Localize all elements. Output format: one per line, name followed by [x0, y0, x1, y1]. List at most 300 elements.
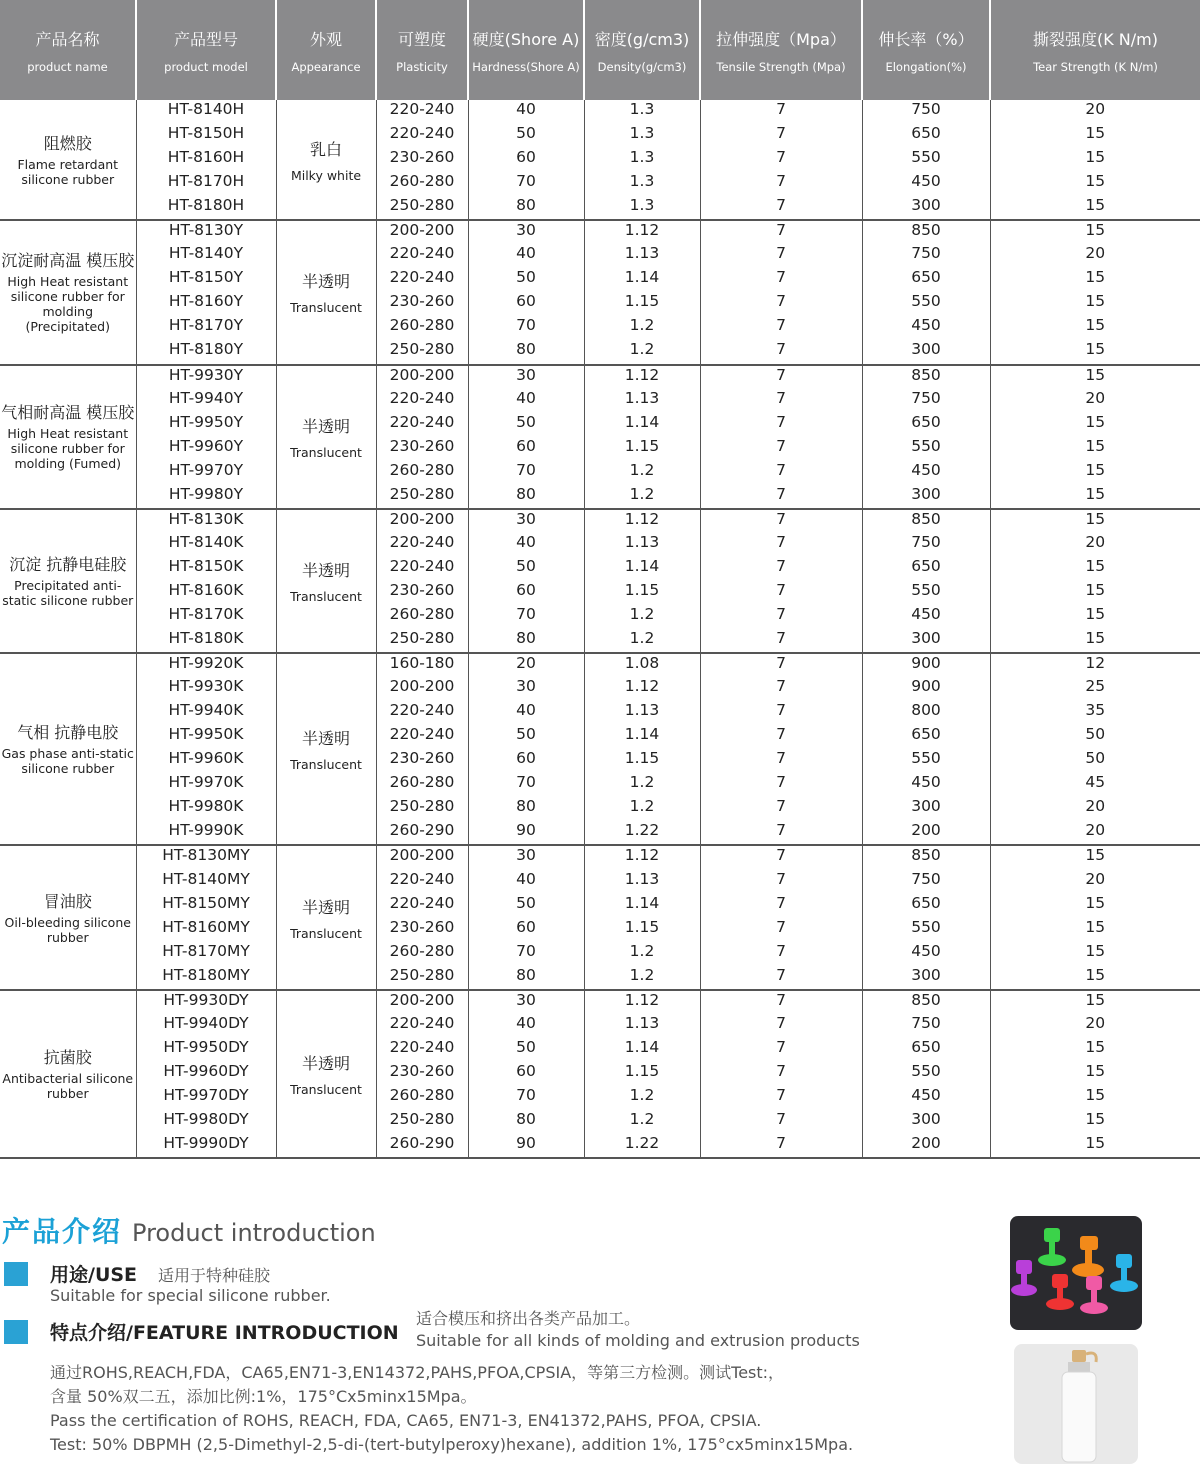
- table-row: [0, 485, 1200, 509]
- table-row: [0, 220, 1200, 244]
- category-cell: [0, 365, 136, 509]
- tensile-cell: 7: [700, 148, 862, 172]
- feature-zh: 适合模压和挤出各类产品加工。: [416, 1309, 641, 1328]
- tensile-cell: 7: [700, 1110, 862, 1134]
- plasticity-cell: 260-280: [376, 942, 468, 966]
- tear-cell: 50: [1085, 749, 1106, 768]
- plasticity-cell: 260-280: [376, 773, 468, 797]
- model-cell: HT-8160Y: [136, 292, 276, 316]
- table-row: [0, 605, 1200, 629]
- tensile-cell: 7: [700, 845, 862, 869]
- category-name-zh: 气相 抗静电胶: [17, 723, 119, 743]
- tensile-cell: 7: [700, 413, 862, 437]
- model-cell: HT-9930DY: [136, 990, 276, 1014]
- hardness-cell: 30: [468, 220, 584, 244]
- appearance-cell: [276, 845, 376, 989]
- tear-cell: 15: [1085, 436, 1106, 455]
- plasticity-cell: 200-200: [376, 677, 468, 701]
- model-cell: HT-9940DY: [136, 1014, 276, 1038]
- table-row: [0, 797, 1200, 821]
- appearance-zh: 乳白: [309, 139, 342, 159]
- hardness-cell: 30: [468, 365, 584, 389]
- hardness-cell: 40: [468, 870, 584, 894]
- tensile-cell: 7: [700, 340, 862, 364]
- hardness-cell: 50: [468, 268, 584, 292]
- model-cell: HT-8150Y: [136, 268, 276, 292]
- density-cell: 1.13: [584, 701, 700, 725]
- appearance-zh: 半透明: [301, 416, 350, 436]
- elongation-cell: 850: [862, 220, 990, 244]
- tensile-cell: 7: [700, 797, 862, 821]
- density-cell: 1.22: [584, 821, 700, 845]
- table-row: [0, 533, 1200, 557]
- model-cell: HT-9960DY: [136, 1062, 276, 1086]
- elongation-cell: 550: [862, 292, 990, 316]
- tear-cell: 15: [1085, 484, 1106, 503]
- table-row: [0, 870, 1200, 894]
- model-cell: HT-8170MY: [136, 942, 276, 966]
- density-cell: 1.2: [584, 773, 700, 797]
- tear-cell: 20: [1085, 869, 1106, 888]
- tear-cell: 15: [1085, 316, 1106, 335]
- hardness-cell: 70: [468, 172, 584, 196]
- hardness-cell: 50: [468, 124, 584, 148]
- density-cell: 1.13: [584, 389, 700, 413]
- category-name-en: Gas phase anti-static silicone rubber: [1, 746, 134, 777]
- plasticity-cell: 230-260: [376, 437, 468, 461]
- density-cell: 1.15: [584, 918, 700, 942]
- tear-cell: 15: [1085, 556, 1106, 575]
- model-cell: HT-8150K: [136, 557, 276, 581]
- category-name-zh: 阻燃胶: [43, 133, 92, 153]
- density-cell: 1.14: [584, 413, 700, 437]
- table-row: [0, 629, 1200, 653]
- plasticity-cell: 220-240: [376, 894, 468, 918]
- table-row: [0, 316, 1200, 340]
- header-tensile: 拉伸强度（Mpa） Tensile Strength (Mpa): [700, 0, 862, 100]
- header-hardness: 硬度(Shore A) Hardness(Shore A): [468, 0, 584, 100]
- plasticity-cell: 200-200: [376, 845, 468, 869]
- model-cell: HT-9970K: [136, 773, 276, 797]
- silicone-toys-image: [1010, 1216, 1142, 1330]
- appearance-zh: 半透明: [301, 272, 350, 292]
- plasticity-cell: 260-280: [376, 172, 468, 196]
- hardness-cell: 60: [468, 581, 584, 605]
- table-row: [0, 340, 1200, 364]
- hardness-cell: 80: [468, 797, 584, 821]
- tensile-cell: 7: [700, 268, 862, 292]
- density-cell: 1.2: [584, 1086, 700, 1110]
- model-cell: HT-9970Y: [136, 461, 276, 485]
- intro-title-zh: 产品介绍: [2, 1215, 123, 1248]
- tear-cell: 15: [1085, 990, 1106, 1009]
- elongation-cell: 850: [862, 509, 990, 533]
- model-cell: HT-9990DY: [136, 1134, 276, 1158]
- tear-cell: 15: [1085, 340, 1106, 359]
- hardness-cell: 60: [468, 292, 584, 316]
- hardness-cell: 40: [468, 389, 584, 413]
- header-product-name: 产品名称 product name: [0, 0, 136, 100]
- category-name-en: Flame retardant silicone rubber: [17, 156, 119, 187]
- tensile-cell: 7: [700, 605, 862, 629]
- hardness-cell: 80: [468, 340, 584, 364]
- table-row: [0, 966, 1200, 990]
- appearance-en: Translucent: [290, 444, 362, 460]
- tear-cell: 15: [1085, 365, 1106, 384]
- model-cell: HT-8180K: [136, 629, 276, 653]
- model-cell: HT-8170H: [136, 172, 276, 196]
- tear-cell: 15: [1085, 148, 1106, 167]
- table-row: [0, 268, 1200, 292]
- hardness-cell: 90: [468, 821, 584, 845]
- model-cell: HT-9930K: [136, 677, 276, 701]
- elongation-cell: 900: [862, 677, 990, 701]
- table-row: [0, 437, 1200, 461]
- cert-line-4: Test: 50% DBPMH (2,5-Dimethyl-2,5-di-(tert-butylperoxy)hexane), addition 1%, 175°cx5minx15Mpa.: [50, 1435, 854, 1454]
- elongation-cell: 300: [862, 196, 990, 220]
- tensile-cell: 7: [700, 244, 862, 268]
- product-group: [0, 845, 1200, 989]
- hardness-cell: 50: [468, 894, 584, 918]
- tensile-cell: 7: [700, 461, 862, 485]
- hardness-cell: 60: [468, 749, 584, 773]
- hardness-cell: 60: [468, 918, 584, 942]
- plasticity-cell: 260-290: [376, 821, 468, 845]
- category-cell: [0, 990, 136, 1158]
- elongation-cell: 650: [862, 894, 990, 918]
- hardness-cell: 50: [468, 557, 584, 581]
- density-cell: 1.12: [584, 220, 700, 244]
- plasticity-cell: 250-280: [376, 485, 468, 509]
- density-cell: 1.2: [584, 797, 700, 821]
- hardness-cell: 80: [468, 196, 584, 220]
- density-cell: 1.12: [584, 990, 700, 1014]
- table-row: [0, 557, 1200, 581]
- tear-cell: 12: [1085, 654, 1106, 673]
- elongation-cell: 450: [862, 172, 990, 196]
- hardness-cell: 20: [468, 653, 584, 677]
- hardness-cell: 70: [468, 773, 584, 797]
- hardness-cell: 60: [468, 437, 584, 461]
- plasticity-cell: 220-240: [376, 268, 468, 292]
- model-cell: HT-8150H: [136, 124, 276, 148]
- feature-en: Suitable for all kinds of molding and extrusion products: [416, 1331, 860, 1350]
- table-row: [0, 389, 1200, 413]
- model-cell: HT-9920K: [136, 653, 276, 677]
- tensile-cell: 7: [700, 821, 862, 845]
- table-row: [0, 172, 1200, 196]
- hardness-cell: 40: [468, 244, 584, 268]
- model-cell: HT-9930Y: [136, 365, 276, 389]
- table-row: [0, 413, 1200, 437]
- density-cell: 1.2: [584, 942, 700, 966]
- elongation-cell: 650: [862, 1038, 990, 1062]
- model-cell: HT-8180MY: [136, 966, 276, 990]
- tensile-cell: 7: [700, 1014, 862, 1038]
- plasticity-cell: 200-200: [376, 990, 468, 1014]
- product-group: [0, 220, 1200, 364]
- tensile-cell: 7: [700, 894, 862, 918]
- tensile-cell: 7: [700, 773, 862, 797]
- plasticity-cell: 220-240: [376, 389, 468, 413]
- elongation-cell: 750: [862, 244, 990, 268]
- table-row: [0, 918, 1200, 942]
- plasticity-cell: 260-280: [376, 1086, 468, 1110]
- table-row: [0, 701, 1200, 725]
- tear-cell: 35: [1085, 701, 1106, 720]
- plasticity-cell: 160-180: [376, 653, 468, 677]
- category-name-zh: 气相耐高温 模压胶: [1, 403, 135, 423]
- plasticity-cell: 230-260: [376, 581, 468, 605]
- density-cell: 1.2: [584, 966, 700, 990]
- density-cell: 1.3: [584, 148, 700, 172]
- hardness-cell: 60: [468, 148, 584, 172]
- hardness-cell: 90: [468, 1134, 584, 1158]
- density-cell: 1.14: [584, 725, 700, 749]
- plasticity-cell: 220-240: [376, 870, 468, 894]
- tear-cell: 15: [1085, 196, 1106, 215]
- tear-cell: 15: [1085, 1085, 1106, 1104]
- tear-cell: 15: [1085, 292, 1106, 311]
- category-name-en: High Heat resistant silicone rubber for molding (Precipitated): [7, 274, 129, 335]
- model-cell: HT-8170Y: [136, 316, 276, 340]
- table-row: [0, 1134, 1200, 1158]
- appearance-en: Translucent: [290, 757, 362, 773]
- tear-cell: 15: [1085, 1134, 1106, 1153]
- table-row: [0, 100, 1200, 124]
- tear-cell: 15: [1085, 917, 1106, 936]
- plasticity-cell: 230-260: [376, 749, 468, 773]
- category-name-zh: 抗菌胶: [43, 1047, 92, 1067]
- silicone-bottle-image: [1014, 1344, 1138, 1464]
- density-cell: 1.15: [584, 1062, 700, 1086]
- tear-cell: 15: [1085, 412, 1106, 431]
- table-row: [0, 196, 1200, 220]
- model-cell: HT-9940Y: [136, 389, 276, 413]
- cert-line-2: 含量 50%双二五，添加比例:1%，175°Cx5minx15Mpa。: [50, 1387, 477, 1406]
- model-cell: HT-9950DY: [136, 1038, 276, 1062]
- tear-cell: 25: [1085, 677, 1106, 696]
- density-cell: 1.2: [584, 629, 700, 653]
- model-cell: HT-9950Y: [136, 413, 276, 437]
- appearance-zh: 半透明: [301, 897, 350, 917]
- density-cell: 1.15: [584, 749, 700, 773]
- tear-cell: 15: [1085, 1109, 1106, 1128]
- table-row: [0, 244, 1200, 268]
- product-group: [0, 990, 1200, 1158]
- density-cell: 1.13: [584, 870, 700, 894]
- tensile-cell: 7: [700, 172, 862, 196]
- elongation-cell: 850: [862, 845, 990, 869]
- table-row: [0, 292, 1200, 316]
- elongation-cell: 300: [862, 629, 990, 653]
- plasticity-cell: 220-240: [376, 533, 468, 557]
- elongation-cell: 550: [862, 148, 990, 172]
- appearance-cell: [276, 100, 376, 220]
- density-cell: 1.13: [584, 1014, 700, 1038]
- appearance-en: Translucent: [290, 925, 362, 941]
- model-cell: HT-8130K: [136, 509, 276, 533]
- elongation-cell: 300: [862, 966, 990, 990]
- tensile-cell: 7: [700, 533, 862, 557]
- feature-label: 特点介绍/FEATURE INTRODUCTION: [50, 1322, 399, 1344]
- model-cell: HT-9960K: [136, 749, 276, 773]
- plasticity-cell: 250-280: [376, 196, 468, 220]
- cert-line-3: Pass the certification of ROHS, REACH, FDA, CA65, EN71-3, EN41372,PAHS, PFOA, CPSIA.: [50, 1411, 762, 1430]
- density-cell: 1.2: [584, 316, 700, 340]
- hardness-cell: 70: [468, 942, 584, 966]
- tear-cell: 15: [1085, 268, 1106, 287]
- tear-cell: 15: [1085, 941, 1106, 960]
- header-product-model: 产品型号 product model: [136, 0, 276, 100]
- model-cell: HT-8150MY: [136, 894, 276, 918]
- plasticity-cell: 250-280: [376, 340, 468, 364]
- tear-cell: 15: [1085, 965, 1106, 984]
- tear-cell: 15: [1085, 893, 1106, 912]
- tear-cell: 20: [1085, 100, 1106, 118]
- plasticity-cell: 220-240: [376, 1038, 468, 1062]
- elongation-cell: 650: [862, 124, 990, 148]
- table-row: [0, 1014, 1200, 1038]
- model-cell: HT-9940K: [136, 701, 276, 725]
- density-cell: 1.14: [584, 1038, 700, 1062]
- density-cell: 1.14: [584, 557, 700, 581]
- density-cell: 1.12: [584, 677, 700, 701]
- plasticity-cell: 200-200: [376, 220, 468, 244]
- elongation-cell: 450: [862, 773, 990, 797]
- header-appearance: 外观 Appearance: [276, 0, 376, 100]
- tensile-cell: 7: [700, 509, 862, 533]
- tear-cell: 20: [1085, 821, 1106, 840]
- tensile-cell: 7: [700, 942, 862, 966]
- density-cell: 1.14: [584, 268, 700, 292]
- tensile-cell: 7: [700, 100, 862, 124]
- plasticity-cell: 200-200: [376, 509, 468, 533]
- model-cell: HT-9980K: [136, 797, 276, 821]
- model-cell: HT-9950K: [136, 725, 276, 749]
- header-elongation: 伸长率（%） Elongation(%): [862, 0, 990, 100]
- tensile-cell: 7: [700, 701, 862, 725]
- tear-cell: 15: [1085, 629, 1106, 648]
- elongation-cell: 750: [862, 533, 990, 557]
- tear-cell: 15: [1085, 221, 1106, 240]
- tensile-cell: 7: [700, 557, 862, 581]
- tear-cell: 50: [1085, 725, 1106, 744]
- intro-title: [2, 1210, 376, 1250]
- use-label: 用途/USE: [50, 1264, 138, 1286]
- product-group: [0, 100, 1200, 220]
- density-cell: 1.3: [584, 124, 700, 148]
- intro-title-en: Product introduction: [132, 1219, 376, 1247]
- hardness-cell: 70: [468, 461, 584, 485]
- use-zh: 适用于特种硅胶: [158, 1266, 271, 1285]
- category-name-en: Antibacterial silicone rubber: [2, 1070, 134, 1101]
- category-cell: [0, 220, 136, 364]
- elongation-cell: 650: [862, 413, 990, 437]
- elongation-cell: 450: [862, 461, 990, 485]
- tensile-cell: 7: [700, 124, 862, 148]
- elongation-cell: 450: [862, 942, 990, 966]
- elongation-cell: 450: [862, 605, 990, 629]
- hardness-cell: 50: [468, 413, 584, 437]
- tear-cell: 15: [1085, 846, 1106, 865]
- density-cell: 1.13: [584, 533, 700, 557]
- tensile-cell: 7: [700, 220, 862, 244]
- table-row: [0, 677, 1200, 701]
- appearance-cell: [276, 509, 376, 653]
- elongation-cell: 300: [862, 485, 990, 509]
- tear-cell: 15: [1085, 604, 1106, 623]
- hardness-cell: 30: [468, 990, 584, 1014]
- hardness-cell: 80: [468, 1110, 584, 1134]
- appearance-cell: [276, 220, 376, 364]
- elongation-cell: 850: [862, 990, 990, 1014]
- hardness-cell: 40: [468, 1014, 584, 1038]
- category-name-en: Precipitated anti-static silicone rubber: [2, 577, 134, 608]
- tensile-cell: 7: [700, 437, 862, 461]
- tear-cell: 45: [1085, 773, 1106, 792]
- category-cell: [0, 653, 136, 845]
- model-cell: HT-8160K: [136, 581, 276, 605]
- tear-cell: 15: [1085, 124, 1106, 143]
- tensile-cell: 7: [700, 365, 862, 389]
- model-cell: HT-8140MY: [136, 870, 276, 894]
- elongation-cell: 750: [862, 870, 990, 894]
- density-cell: 1.2: [584, 340, 700, 364]
- hardness-cell: 50: [468, 1038, 584, 1062]
- tear-cell: 20: [1085, 532, 1106, 551]
- density-cell: 1.3: [584, 100, 700, 124]
- appearance-zh: 半透明: [301, 1053, 350, 1073]
- hardness-cell: 70: [468, 316, 584, 340]
- appearance-en: Translucent: [290, 300, 362, 316]
- tensile-cell: 7: [700, 749, 862, 773]
- tensile-cell: 7: [700, 629, 862, 653]
- table-row: [0, 821, 1200, 845]
- model-cell: HT-8160H: [136, 148, 276, 172]
- elongation-cell: 750: [862, 389, 990, 413]
- tensile-cell: 7: [700, 196, 862, 220]
- category-name-zh: 冒油胶: [43, 891, 92, 911]
- model-cell: HT-8180Y: [136, 340, 276, 364]
- category-cell: [0, 509, 136, 653]
- elongation-cell: 450: [862, 1086, 990, 1110]
- plasticity-cell: 220-240: [376, 1014, 468, 1038]
- tear-cell: 15: [1085, 172, 1106, 191]
- table-row: [0, 845, 1200, 869]
- header-density: 密度(g/cm3) Density(g/cm3): [584, 0, 700, 100]
- appearance-en: Translucent: [290, 588, 362, 604]
- hardness-cell: 80: [468, 485, 584, 509]
- table-row: [0, 1110, 1200, 1134]
- hardness-cell: 80: [468, 629, 584, 653]
- elongation-cell: 650: [862, 268, 990, 292]
- elongation-cell: 550: [862, 918, 990, 942]
- tensile-cell: 7: [700, 918, 862, 942]
- model-cell: HT-9980DY: [136, 1110, 276, 1134]
- tensile-cell: 7: [700, 1134, 862, 1158]
- table-row: [0, 148, 1200, 172]
- tear-cell: 20: [1085, 1013, 1106, 1032]
- model-cell: HT-9980Y: [136, 485, 276, 509]
- elongation-cell: 300: [862, 340, 990, 364]
- elongation-cell: 450: [862, 316, 990, 340]
- tensile-cell: 7: [700, 966, 862, 990]
- elongation-cell: 850: [862, 365, 990, 389]
- elongation-cell: 200: [862, 821, 990, 845]
- tensile-cell: 7: [700, 389, 862, 413]
- plasticity-cell: 220-240: [376, 413, 468, 437]
